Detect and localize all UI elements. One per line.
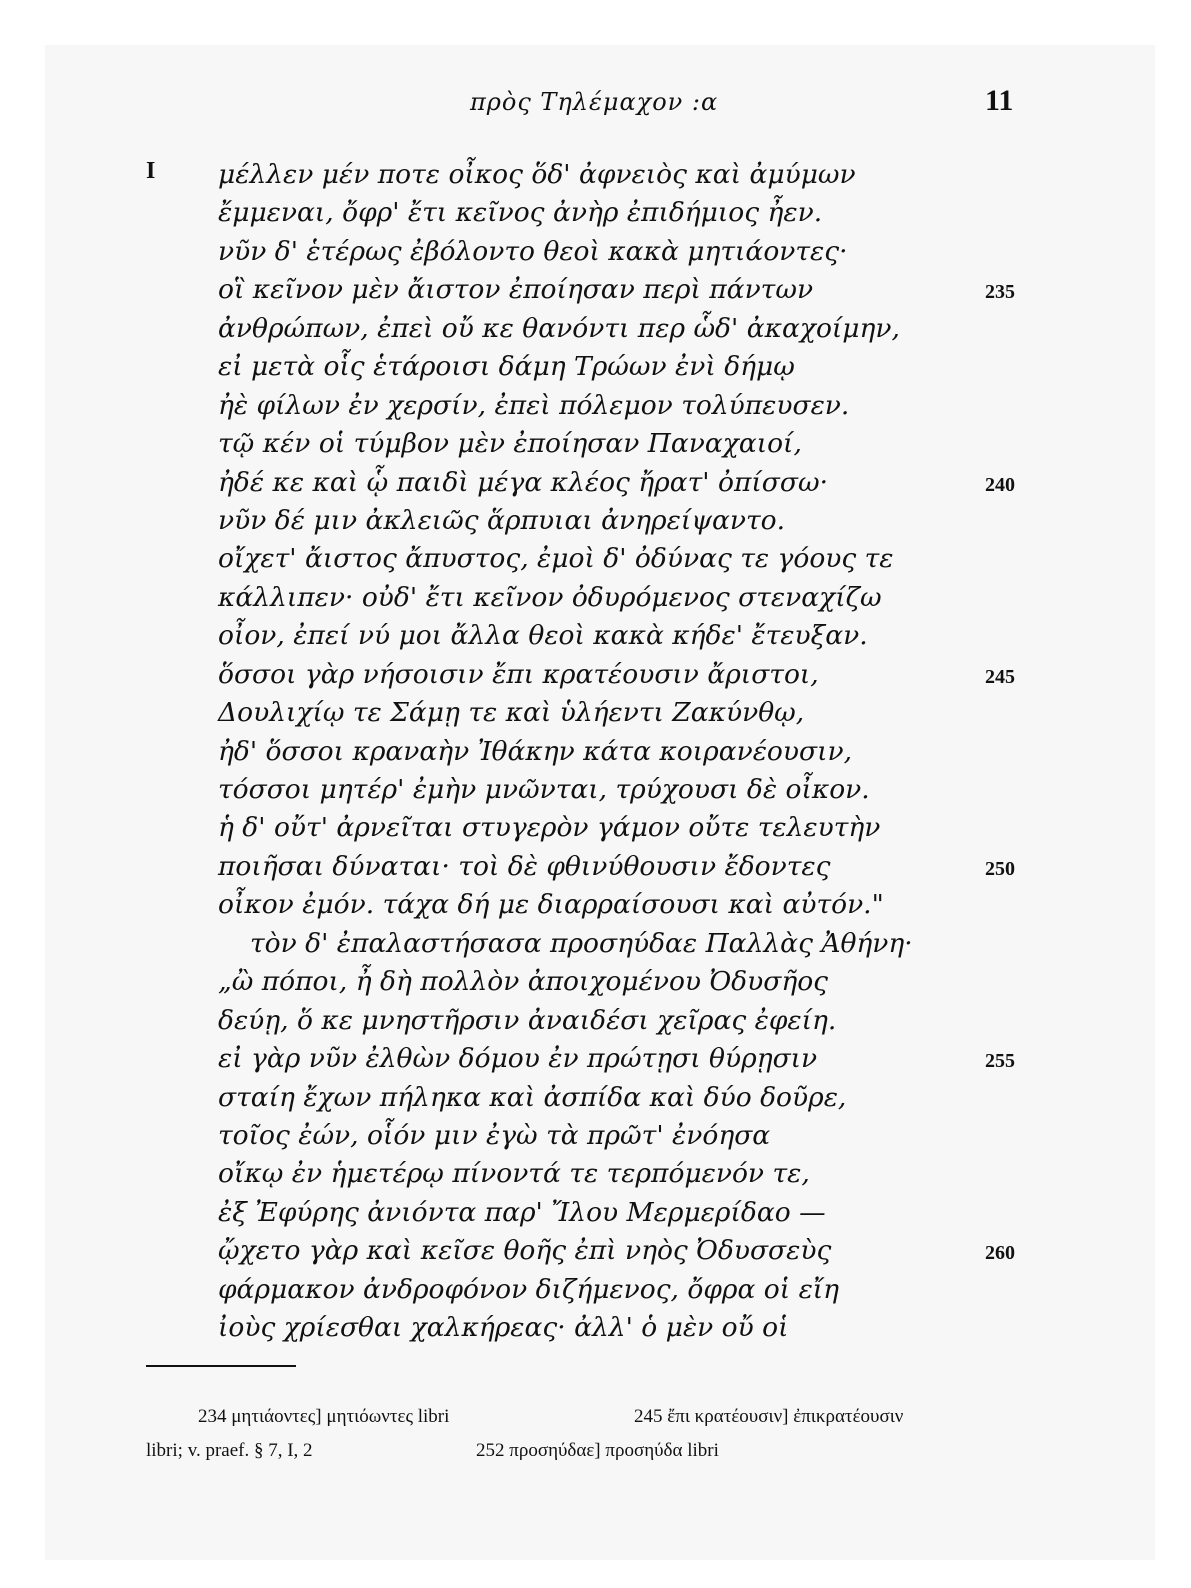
verse-line (0, 886, 1191, 924)
verse-text: ἐξ Ἐφύρης ἀνιόντα παρ' Ἴλου Μερμερίδαο — (218, 1196, 826, 1228)
verse-text: τὸν δ' ἐπαλαστήσασα προσηύδαε Παλλὰς Ἀθήνη· (250, 927, 913, 959)
footnotes (146, 1400, 1046, 1468)
verse-text: κάλλιπεν· οὐδ' ἔτι κεῖνον ὀδυρόμενος στεναχίζω (218, 581, 882, 613)
verse-line (0, 617, 1191, 655)
page-number: 11 (985, 84, 1014, 117)
footnote-245-continued: libri; v. praef. § 7, I, 2 (146, 1440, 313, 1461)
verse-text: ἰοὺς χρίεσθαι χαλκήρεας· ἀλλ' ὁ μὲν οὔ οἱ (218, 1312, 789, 1344)
verse-line (0, 464, 1191, 502)
verse-text: εἰ γὰρ νῦν ἐλθὼν δόμου ἐν πρώτῃσι θύρῃσιν (218, 1043, 818, 1075)
line-number: 260 (985, 1242, 1015, 1265)
footnote-rule (146, 1365, 296, 1367)
verse-line (0, 771, 1191, 809)
verse-text: οἶον, ἐπεί νύ μοι ἄλλα θεοὶ κακὰ κήδε' ἔτευξαν. (218, 620, 868, 652)
verse-line (0, 579, 1191, 617)
verse-text: φάρμακον ἀνδροφόνον διζήμενος, ὄφρα οἱ εἴη (218, 1273, 840, 1305)
verse-text: τῷ κέν οἱ τύμβον μὲν ἐποίησαν Παναχαιοί, (218, 428, 802, 460)
verse-text: δεύῃ, ὅ κε μνηστῆρσιν ἀναιδέσι χεῖρας ἐφείη. (218, 1004, 837, 1036)
verse-text: ἠδ' ὅσσοι κραναὴν Ἰθάκην κάτα κοιρανέουσιν, (218, 735, 853, 767)
verse-line (0, 1002, 1191, 1040)
verse-line (0, 1040, 1191, 1078)
verse-line (0, 310, 1191, 348)
verse-line (0, 848, 1191, 886)
verse-line (0, 540, 1191, 578)
verse-text: ἀνθρώπων, ἐπεὶ οὔ κε θανόντι περ ὧδ' ἀκαχοίμην, (218, 312, 900, 344)
verse-text: νῦν δέ μιν ἀκλειῶς ἅρπυιαι ἀνηρείψαντο. (218, 504, 786, 536)
verse-line (0, 425, 1191, 463)
verse-text: ἔμμεναι, ὄφρ' ἔτι κεῖνος ἀνὴρ ἐπιδήμιος ἦεν. (218, 197, 823, 229)
verse-text: οἶκον ἐμόν. τάχα δή με διαρραίσουσι καὶ αὐτόν." (218, 889, 884, 921)
running-title: πρὸς Τηλέμαχον :α (470, 88, 719, 116)
line-number: 235 (985, 281, 1015, 304)
verse-text: οἴκῳ ἐν ἡμετέρῳ πίνοντά τε τερπόμενόν τε, (218, 1158, 810, 1190)
verse-line (0, 733, 1191, 771)
verse-line (0, 1079, 1191, 1117)
verse-line (0, 194, 1191, 232)
line-number: 255 (985, 1050, 1015, 1073)
verse-text: οἴχετ' ἄιστος ἄπυστος, ἐμοὶ δ' ὀδύνας τε γόους τε (218, 543, 894, 575)
verse-line (0, 1232, 1191, 1270)
verse-line (0, 502, 1191, 540)
line-number: 240 (985, 473, 1015, 496)
verse-block (0, 156, 1191, 1348)
footnote-234: 234 μητιάοντες] μητιόωντες libri (198, 1406, 450, 1427)
verse-text: σταίη ἔχων πήληκα καὶ ἀσπίδα καὶ δύο δοῦρε, (218, 1081, 847, 1113)
footnote-line (146, 1400, 1046, 1434)
verse-text: ἡ δ' οὔτ' ἀρνεῖται στυγερὸν γάμον οὔτε τελευτὴν (218, 812, 881, 844)
verse-line (0, 1155, 1191, 1193)
verse-text: οἳ κεῖνον μὲν ἄιστον ἐποίησαν περὶ πάντων (218, 274, 814, 306)
verse-text: νῦν δ' ἑτέρως ἐβόλοντο θεοὶ κακὰ μητιάοντες· (218, 235, 848, 267)
verse-text: ᾤχετο γὰρ καὶ κεῖσε θοῆς ἐπὶ νηὸς Ὀδυσσεὺς (218, 1235, 832, 1267)
verse-text: „ὢ πόποι, ἦ δὴ πολλὸν ἀποιχομένου Ὀδυσῆος (218, 966, 829, 998)
verse-line (0, 925, 1191, 963)
verse-line (0, 1117, 1191, 1155)
verse-text: τόσσοι μητέρ' ἐμὴν μνῶνται, τρύχουσι δὲ οἶκον. (218, 774, 870, 805)
verse-line (0, 1194, 1191, 1232)
verse-line (0, 809, 1191, 847)
footnote-252: 252 προσηύδαε] προσηύδα libri (476, 1440, 719, 1461)
verse-line (0, 963, 1191, 1001)
verse-line (0, 348, 1191, 386)
verse-line (0, 156, 1191, 194)
verse-line (0, 387, 1191, 425)
footnote-line (146, 1434, 1046, 1468)
line-number: 245 (985, 665, 1015, 688)
verse-text: τοῖος ἐών, οἷόν μιν ἐγὼ τὰ πρῶτ' ἐνόησα (218, 1119, 771, 1151)
line-number: 250 (985, 857, 1015, 880)
verse-text: ἠδέ κε καὶ ᾧ παιδὶ μέγα κλέος ἤρατ' ὀπίσσω· (218, 466, 828, 498)
verse-line (0, 271, 1191, 309)
verse-text: εἰ μετὰ οἷς ἑτάροισι δάμη Τρώων ἐνὶ δήμῳ (218, 351, 795, 383)
verse-line (0, 694, 1191, 732)
verse-text: μέλλεν μέν ποτε οἶκος ὅδ' ἀφνειὸς καὶ ἀμύμων (218, 159, 856, 190)
verse-line (0, 1309, 1191, 1347)
verse-line (0, 233, 1191, 271)
verse-text: ὅσσοι γὰρ νήσοισιν ἔπι κρατέουσιν ἄριστοι, (218, 658, 819, 690)
verse-line (0, 1271, 1191, 1309)
verse-text: ποιῆσαι δύναται· τοὶ δὲ φθινύθουσιν ἔδοντες (218, 850, 831, 882)
book-marker: I (146, 158, 156, 184)
verse-text: ἠὲ φίλων ἐν χερσίν, ἐπεὶ πόλεμον τολύπευσεν. (218, 389, 850, 421)
footnote-245: 245 ἔπι κρατέουσιν] ἐπικρατέουσιν (634, 1406, 904, 1427)
verse-text: Δουλιχίῳ τε Σάμῃ τε καὶ ὑλήεντι Ζακύνθῳ, (218, 697, 805, 729)
verse-line (0, 656, 1191, 694)
